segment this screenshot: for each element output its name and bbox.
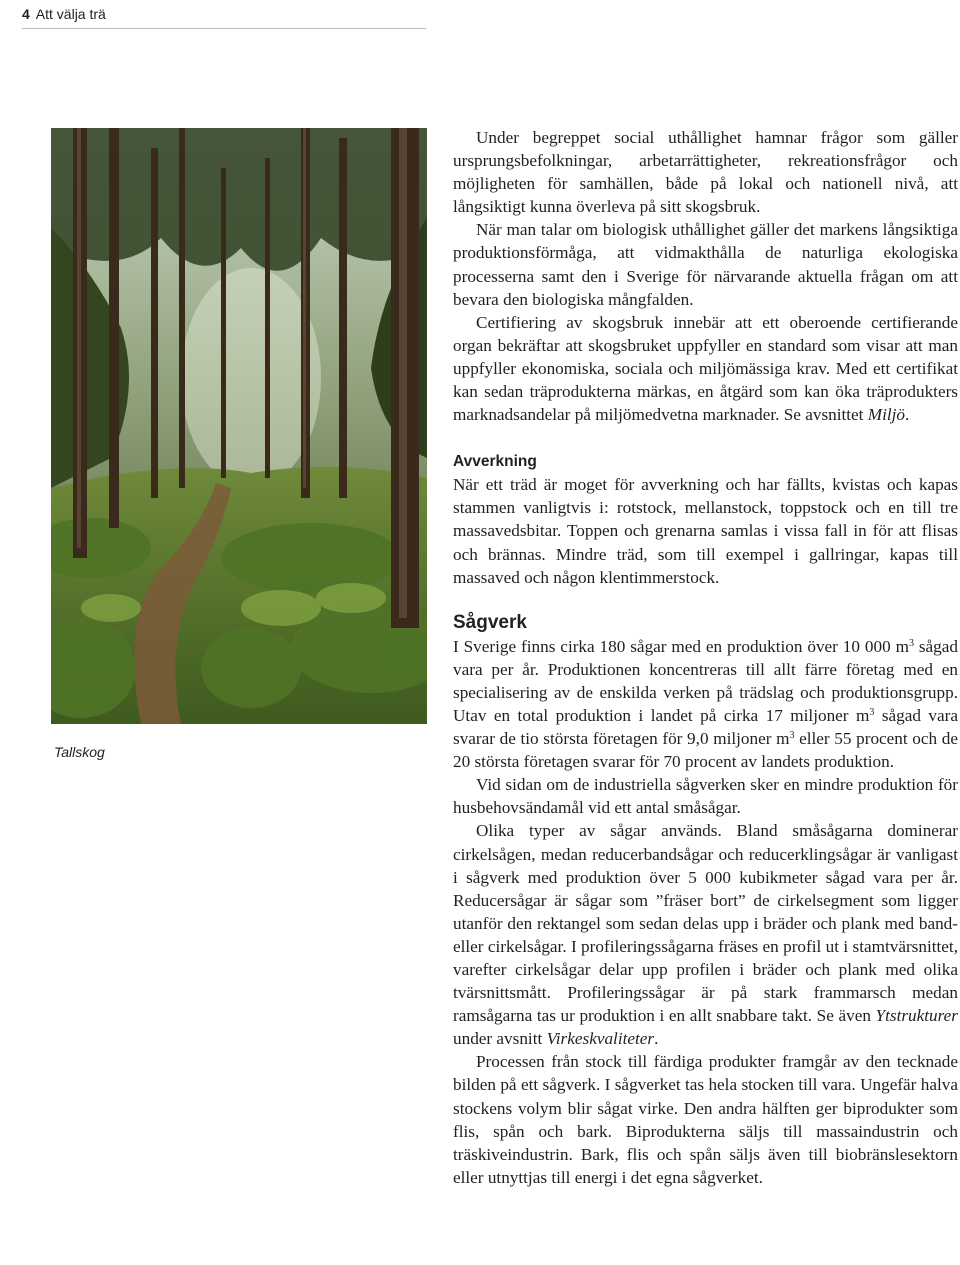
chapter-title: Att välja trä	[35, 6, 106, 22]
certification-text: Certifiering av skogsbruk innebär att ett oberoende certifierande organ bekräftar att skogsbruket uppfyller en standard som visar att man uppfyller ekonomiska, sociala och miljömässiga krav. Med ett certifikat kan sedan träprodukterna märkas, en åtgärd som kan öka träprodukters marknadsandelar på miljömedvetna marknader. Se avsnittet	[453, 312, 958, 425]
cubic-superscript: 3	[869, 706, 875, 718]
sagverk-paragraph-3	[453, 819, 958, 1050]
sagverk-paragraph-2: Vid sidan om de industriella sågverken sker en mindre produktion för husbehovsändamål vid ett antal småsågar.	[453, 775, 958, 818]
sagverk-text-b: sågad vara per år. Produktionen koncentreras till allt färre företag med en specialisering av de enskilda verken på trädslag och produktionsgrupp. Utav en total produktion i landet på cirka 17 miljoner m	[453, 636, 958, 725]
saw-types-text-b: under avsnitt	[453, 1029, 547, 1049]
intro-paragraph-1: Under begreppet social uthållighet hamnar frågor som gäller ursprungsbefolkningar, arbetarrättigheter, rekreationsfrågor och möjligheten för samhällen, både på lokal och nationell nivå, att långsiktigt kunna överleva på sitt skogsbruk.	[453, 128, 958, 217]
running-header	[22, 0, 426, 29]
sagverk-paragraph-4: Processen från stock till färdiga produkter framgår av den tecknade bilden på ett sågverk. I sågverket tas hela stocken till vara. Ungefär halva stockens volym blir sågat virke. Den andra hälften ger biprodukter som flis, spån och bark. Biprodukterna säljs till massaindustrin och träskiveindustrin. Bark, flis och spån säljs även till biobränslesektorn eller utnyttjas till energi i det egna sågverket.	[453, 1052, 958, 1187]
sagverk-text-c: sågad vara svarar de tio största företagen för 9,0 miljoner m	[453, 705, 958, 749]
section-reference-miljo: Miljö	[867, 405, 905, 425]
forest-photo	[51, 128, 427, 724]
section-reference-ytstrukturer: Ytstrukturer	[875, 1006, 958, 1026]
photo-caption: Tallskog	[54, 744, 105, 760]
intro-paragraph-3	[453, 311, 958, 426]
saw-types-text: Olika typer av sågar används. Bland småsågarna dominerar cirkelsågen, medan reducerbandsågar och reducerklingsågar är vanligast i sågverk med produktion över 5 000 kubikmeter sågad vara per år. Reducersågar är sågar som ”fräser bort” de cirkelsegment som ligger utanför den rektangel som sedan delas upp i bräder och plank med band- eller cirkelsågar. I profileringssågarna fräses en profil ut i stamtvärsnittet, varefter cirkelsågar delar upp profilen i bräder och plank med olika tvärsnittsmått. Profileringssågar är på stark frammarsch medan ramsågarna tas ur produktion i en allt snabbare takt. Se även	[453, 821, 958, 1026]
section-reference-virkeskvaliteter: Virkeskvaliteter	[546, 1029, 655, 1049]
sagverk-text-d: eller 55 procent och de 20 största företagen svarar för 70 procent av landets produktion.	[453, 729, 958, 772]
cubic-superscript: 3	[908, 637, 914, 649]
sagverk-paragraph-1	[453, 635, 958, 774]
heading-sagverk: Sågverk	[453, 611, 527, 633]
period: .	[905, 405, 910, 425]
page-number: 4	[22, 6, 30, 22]
intro-paragraph-2: När man talar om biologisk uthållighet gäller det markens långsiktiga produktionsförmåga, att vidmakthålla de naturliga ekologiska processerna samt den i Sverige för närvarande aktuella frågan om att bevara den biologiska mångfalden.	[453, 220, 958, 309]
sagverk-text-a: I Sverige finns cirka 180 sågar med en produktion över 10 000 m	[453, 636, 909, 656]
period: .	[654, 1029, 659, 1049]
text-column	[453, 126, 958, 1189]
heading-avverkning: Avverkning	[453, 453, 537, 471]
cubic-superscript: 3	[789, 730, 795, 742]
avverkning-paragraph: När ett träd är moget för avverkning och har fällts, kvistas och kapas stammen vanligtvis i: rotstock, mellanstock, toppstock och en till tre massavedsbitar. Toppen och grenarna samlas i vissa fall in för att flisas och brännas. Mindre träd, som till exempel i gallringar, kapas till massaved och någon klentimmerstock.	[453, 475, 958, 587]
